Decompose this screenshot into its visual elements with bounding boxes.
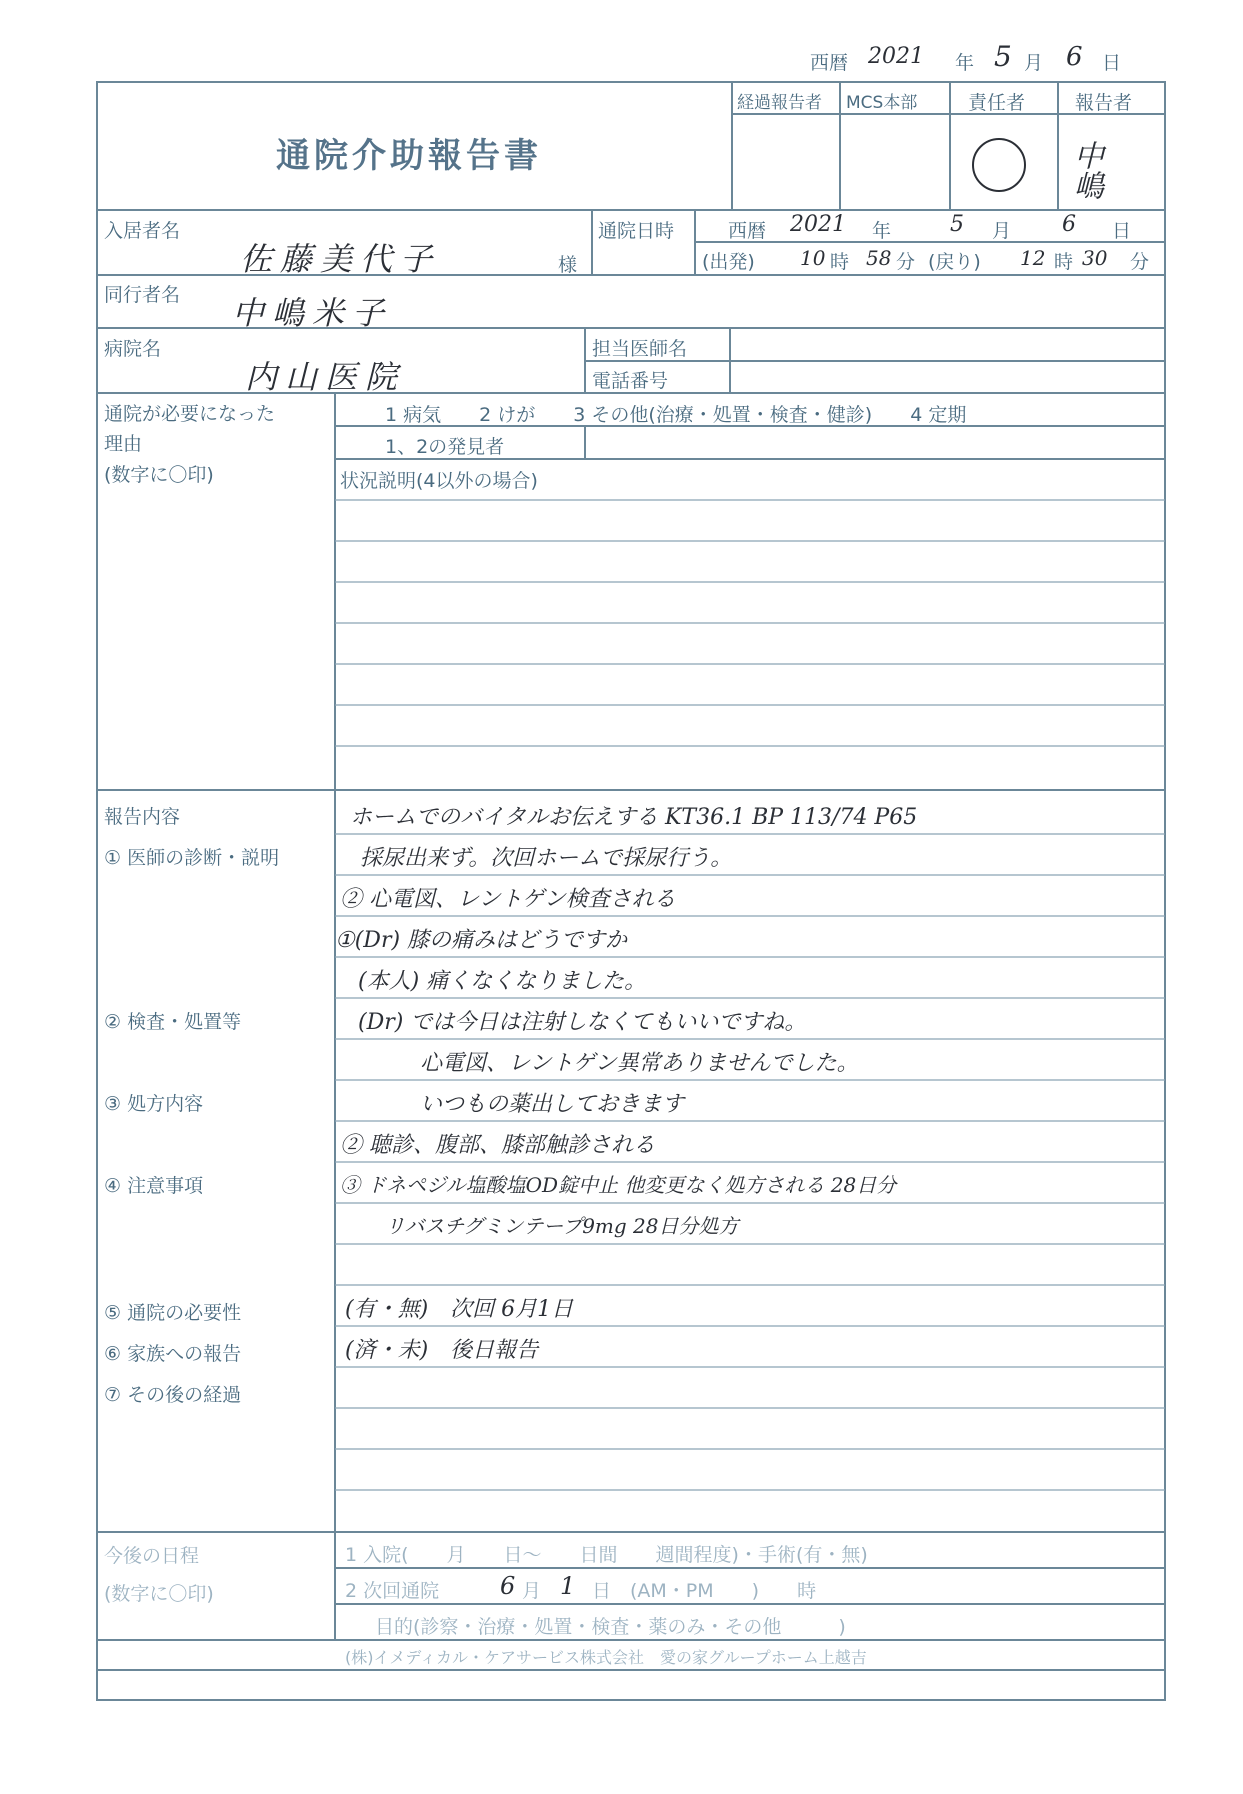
return-hour-unit: 時 xyxy=(1054,251,1074,273)
next-visit-month-unit: 月 xyxy=(522,1580,542,1602)
depart-hour-unit: 時 xyxy=(830,251,850,273)
situation-label: 状況説明(4以外の場合) xyxy=(340,470,538,492)
finder-label: 1、2の発見者 xyxy=(385,436,505,458)
resident-suffix: 様 xyxy=(558,254,578,276)
companion-name: 中嶋米子 xyxy=(232,294,393,332)
next-visit-month: 6 xyxy=(500,1572,516,1600)
report-line: (済・未) 後日報告 xyxy=(345,1338,539,1363)
report-line: (本人) 痛くなくなりました。 xyxy=(358,969,647,994)
report-line: 心電図、レントゲン異常ありませんでした。 xyxy=(420,1051,859,1076)
depart-hour: 10 xyxy=(800,246,826,270)
hospital-label: 病院名 xyxy=(104,338,162,360)
resident-name: 佐藤美代子 xyxy=(240,240,441,278)
hospital-name: 内山医院 xyxy=(245,358,406,396)
reporter-signature: 中嶋 xyxy=(1068,140,1103,200)
report-line: ホームでのバイタルお伝えする KT36.1 BP 113/74 P65 xyxy=(350,805,918,830)
approval-col-progress: 経過報告者 xyxy=(737,93,822,113)
report-line: ③ ドネペジル塩酸塩OD錠中止 他変更なく処方される 28日分 xyxy=(340,1173,897,1197)
report-line: (有・無) 次回 6月1日 xyxy=(345,1297,574,1322)
depart-min: 58 xyxy=(866,246,892,270)
report-section-tests: ② 検査・処置等 xyxy=(104,1011,242,1033)
reason-label: 通院が必要になった xyxy=(104,403,276,425)
report-line: ② 聴診、腹部、膝部触診される xyxy=(340,1133,655,1158)
return-label: (戻り) xyxy=(928,251,981,273)
date-year-unit: 年 xyxy=(955,52,975,74)
report-line: いつもの薬出しておきます xyxy=(420,1092,685,1117)
visit-datetime-label: 通院日時 xyxy=(598,220,675,242)
resident-label: 入居者名 xyxy=(104,220,181,242)
date-month-unit: 月 xyxy=(1024,52,1044,74)
future-row-admission: 1 入院( 月 日〜 日間 週間程度)・手術(有・無) xyxy=(345,1544,868,1566)
depart-label: (出発) xyxy=(702,251,755,273)
visit-year-unit: 年 xyxy=(872,220,892,242)
visit-month-unit: 月 xyxy=(992,220,1012,242)
report-line: ② 心電図、レントゲン検査される xyxy=(340,887,676,912)
companion-label: 同行者名 xyxy=(104,284,181,306)
visit-year: 2021 xyxy=(790,212,846,237)
report-section-followup: ⑦ その後の経過 xyxy=(104,1384,242,1406)
manager-seal-stamp xyxy=(972,138,1026,192)
date-day: 6 xyxy=(1066,42,1083,72)
next-visit-day: 1 xyxy=(560,1572,576,1600)
date-month: 5 xyxy=(994,40,1012,73)
phone-label: 電話番号 xyxy=(592,370,669,392)
report-section-necessity: ⑤ 通院の必要性 xyxy=(104,1302,242,1324)
reason-options: 1 病気 2 けが 3 その他(治療・処置・検査・健診) 4 定期 xyxy=(385,404,967,426)
report-line: (Dr) では今日は注射しなくてもいいですね。 xyxy=(358,1010,807,1035)
date-prefix: 西暦 xyxy=(810,52,849,74)
report-section-diagnosis: ① 医師の診断・説明 xyxy=(104,847,280,869)
report-section-notes: ④ 注意事項 xyxy=(104,1175,204,1197)
report-section-prescription: ③ 処方内容 xyxy=(104,1093,204,1115)
future-label: 今後の日程 xyxy=(104,1545,200,1567)
approval-col-reporter: 報告者 xyxy=(1075,92,1133,114)
return-min-unit: 分 xyxy=(1130,251,1150,273)
depart-min-unit: 分 xyxy=(896,251,916,273)
visit-date-prefix: 西暦 xyxy=(728,220,767,242)
reason-instruction: (数字に〇印) xyxy=(104,464,214,486)
date-year: 2021 xyxy=(868,44,924,69)
date-day-unit: 日 xyxy=(1102,52,1122,74)
visit-day-unit: 日 xyxy=(1112,220,1132,242)
future-row-next-visit: 2 次回通院 xyxy=(345,1580,440,1602)
visit-day: 6 xyxy=(1062,212,1076,237)
report-section-family: ⑥ 家族への報告 xyxy=(104,1343,242,1365)
next-visit-suffix: 日 (AM・PM ) 時 xyxy=(592,1580,817,1602)
approval-col-manager: 責任者 xyxy=(968,92,1026,114)
report-line: 採尿出来ず。次回ホームで採尿行う。 xyxy=(360,846,733,871)
approval-col-mcs: MCS本部 xyxy=(846,93,918,113)
future-row-purpose: 目的(診察・治療・処置・検査・薬のみ・その他 ) xyxy=(375,1616,846,1638)
report-label: 報告内容 xyxy=(104,806,181,828)
report-line: リバスチグミンテープ9mg 28日分処方 xyxy=(385,1214,739,1238)
future-instruction: (数字に〇印) xyxy=(104,1583,214,1605)
return-min: 30 xyxy=(1082,246,1108,270)
doctor-label: 担当医師名 xyxy=(592,338,688,360)
return-hour: 12 xyxy=(1020,246,1046,270)
footer-company: (株)イメディカル・ケアサービス株式会社 愛の家グループホーム上越吉 xyxy=(345,1648,867,1667)
reason-label-2: 理由 xyxy=(104,433,143,455)
page-title: 通院介助報告書 xyxy=(276,136,542,176)
report-line: ①(Dr) 膝の痛みはどうですか xyxy=(335,928,628,953)
visit-month: 5 xyxy=(950,212,964,237)
